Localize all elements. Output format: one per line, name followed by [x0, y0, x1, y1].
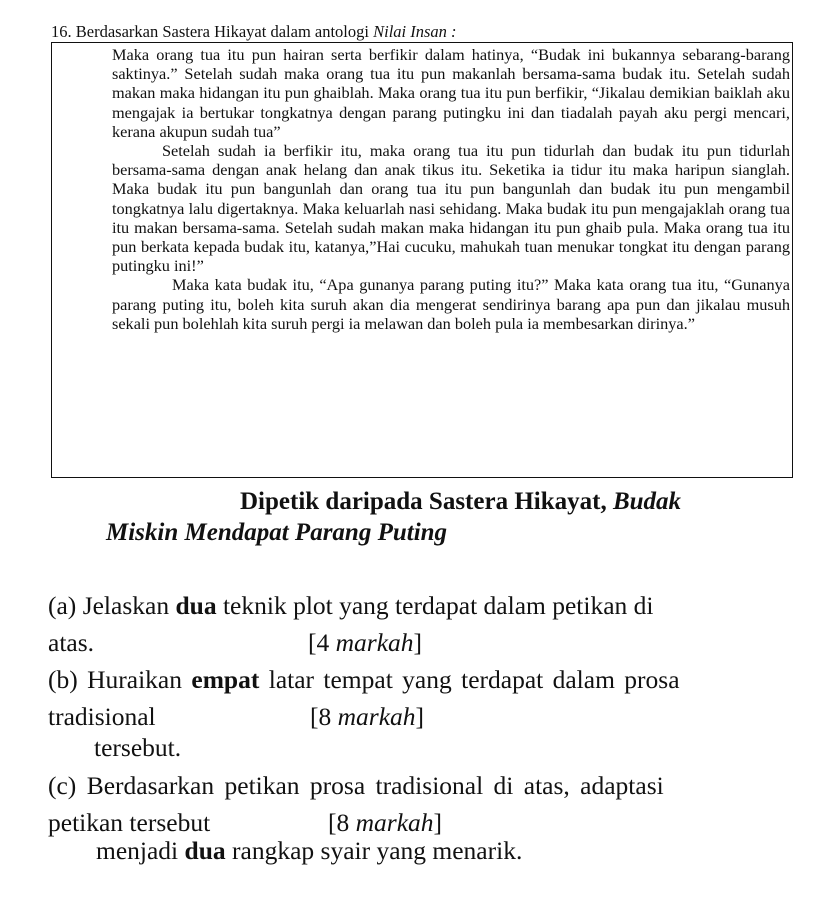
question-b-bold: empat — [191, 665, 260, 694]
question-b-pre: Huraikan — [87, 665, 182, 694]
question-a-label: (a) — [48, 591, 77, 620]
passage-paragraph-3: Maka kata budak itu, “Apa gunanya parang puting itu?” Maka kata orang tua itu, “Gunanya parang puting itu, boleh kita suruh akan dia mengerat sendirinya barang apa pun dan jikalau musuh sekali pun bolehlah kita suruh pergi ia melawan dan boleh pula ia membesarkan dirinya.” — [112, 275, 790, 333]
source-prefix: Dipetik daripada Sastera Hikayat, — [240, 488, 607, 515]
source-citation — [240, 488, 681, 516]
question-b-line2: tradisional — [48, 702, 156, 731]
question-b-post: latar tempat yang terdapat dalam prosa — [268, 665, 680, 694]
question-c — [48, 767, 798, 841]
question-b-label: (b) — [48, 665, 78, 694]
passage-paragraph-2: Setelah sudah ia berfikir itu, maka orang tua itu pun tidurlah dan budak itu pun tidurlah bersama-sama dengan anak helang dan anak tikus itu. Seketika ia tidur itu maka haripun sianglah. Maka budak itu pun bangunlah dan orang tua itu pun bangunlah dan budak itu pun mengambil tongkatnya lalu digertaknya. Maka keluarlah nasi sehidang. Maka budak itu pun mengajaklah orang tua itu makan bersama-sama. Setelah sudah makan maka hidangan itu pun ghaib pula. Maka orang tua itu pun berkata kepada budak itu, katanya,”Hai cucuku, mahukah tuan menukar tongkat itu dengan parang putingku ini!” — [112, 141, 790, 276]
question-c-text: Berdasarkan petikan prosa tradisional di atas, adaptasi — [86, 771, 664, 800]
question-c-label: (c) — [48, 771, 77, 800]
question-b-marks: [8 markah] — [310, 702, 425, 731]
question-number: 16. — [51, 22, 72, 41]
question-header — [51, 22, 457, 42]
question-header-text: Berdasarkan Sastera Hikayat dalam antologi — [75, 22, 369, 41]
anthology-title: Nilai Insan : — [373, 22, 457, 41]
question-b — [48, 661, 798, 735]
passage-paragraph-1: Maka orang tua itu pun hairan serta berfikir dalam hatinya, “Budak ini bukannya sebarang-barang saktinya.” Setelah sudah maka orang tua itu pun makanlah bersama-sama budak itu. Setelah sudah makan maka hidangan itu pun ghaiblah. Maka orang tua itu pun berfikir, “Jikalau demikian baiklah aku mengajak ia bertukar tongkatnya dengan parang putingku ini dan tiadalah payah aku pergi mencari, kerana akupun sudah tua” — [112, 45, 790, 141]
question-a — [48, 587, 798, 661]
source-title-part2: Miskin Mendapat Parang Puting — [106, 519, 448, 546]
passage-box — [51, 42, 793, 478]
question-a-pre: Jelaskan — [82, 591, 170, 620]
question-c-line3: menjadi dua rangkap syair yang menarik. — [96, 836, 523, 865]
question-b-line3: tersebut. — [94, 733, 182, 762]
source-title-part1: Budak — [612, 488, 682, 515]
question-c-line2: petikan tersebut — [48, 808, 211, 837]
question-a-bold: dua — [175, 591, 217, 620]
question-a-line2: atas. — [48, 628, 95, 657]
question-c-marks: [8 markah] — [328, 808, 443, 837]
question-a-post: teknik plot yang terdapat dalam petikan di — [222, 591, 654, 620]
question-a-marks: [4 markah] — [308, 628, 423, 657]
